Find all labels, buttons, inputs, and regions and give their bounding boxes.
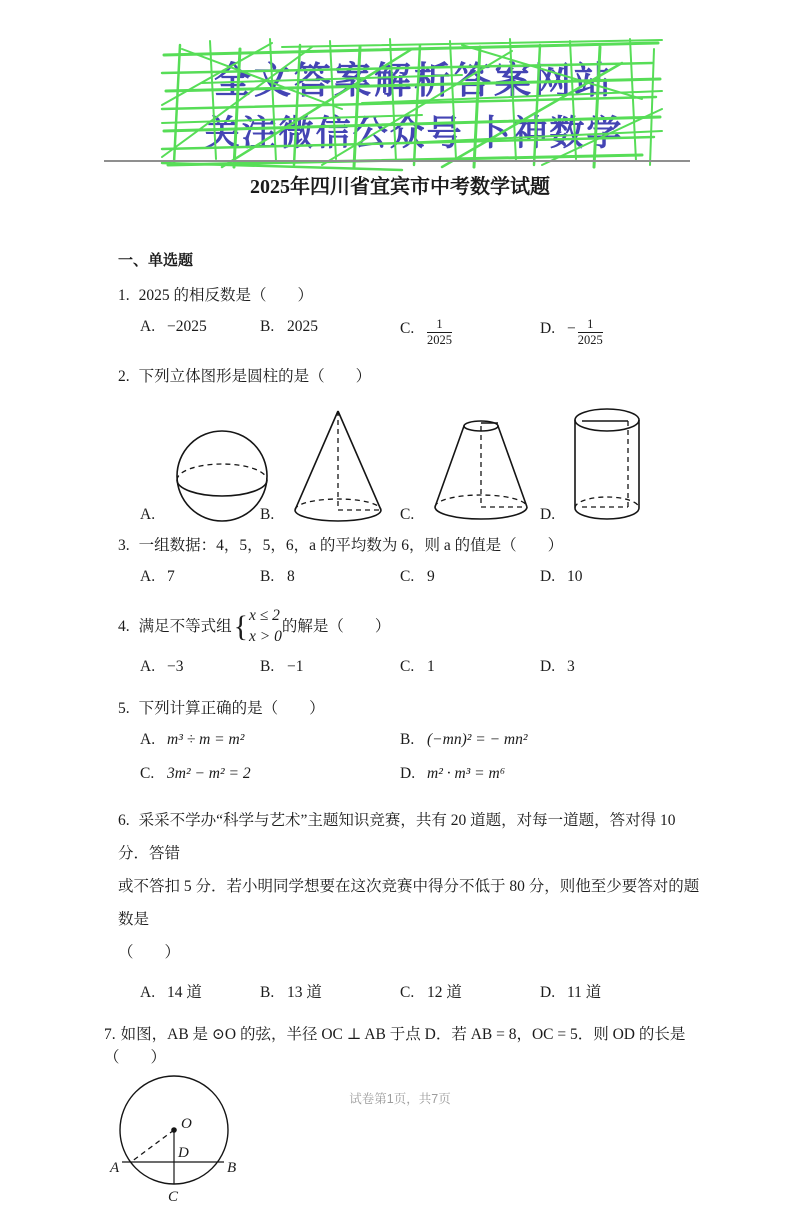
watermark-line-2: 关注微信公众号 卜神数学 [204, 114, 624, 153]
question-5-stem: 5. 下列计算正确的是（ ） [118, 700, 325, 717]
question-5-options-row-2 [118, 762, 700, 794]
exam-content [0, 249, 800, 1218]
option-b: B. −1 [260, 658, 304, 675]
option-a: A. −2025 [140, 318, 207, 335]
option-a: A. 14 道 [140, 984, 202, 1001]
option-b: B. (−mn)² = − mn² [400, 731, 528, 748]
option-c: C. 1 [400, 658, 435, 675]
cylinder-figure [572, 406, 642, 524]
question-2-figures [118, 394, 700, 524]
option-d: D. − $\frac{1}{2025}$ [540, 317, 603, 348]
question-6-line-3: （ ） [118, 944, 181, 961]
cone-figure [292, 408, 384, 524]
question-6-line-1: 6. 采采不学办“科学与艺术”主题知识竞赛，共有 20 道题，对每一道题，答对得 10 分．答错 [118, 812, 676, 862]
option-b: B. 2025 [260, 318, 318, 335]
question-6-line-2: 或不答扣 5 分．若小明同学想要在这次竞赛中得分不低于 80 分，则他至少要答对的题数是 [118, 878, 700, 928]
question-3-options [118, 565, 700, 595]
point-label-a: A [110, 1160, 120, 1176]
question-number: 2. [118, 368, 130, 385]
question-5-options-row-1 [118, 728, 700, 760]
option-c: C. 12 道 [400, 984, 462, 1001]
option-d: D. 3 [540, 658, 575, 675]
point-label-c: C [168, 1189, 179, 1205]
watermark-line-1: 全文答案解析答案网站 [214, 60, 614, 101]
question-2-stem: 2. 下列立体图形是圆柱的是（ ） [118, 368, 372, 385]
section-header: 一、单选题 [118, 252, 194, 269]
point-label-o: O [181, 1116, 192, 1132]
fraction: $\frac{1}{2025}$ [577, 317, 603, 348]
option-a: A. m³ ÷ m = m² [140, 731, 245, 748]
header-divider [104, 160, 690, 162]
figure-option-c: C. [400, 414, 530, 524]
question-1-options [118, 315, 700, 357]
question-4-stem: 4. 满足不等式组 { x ≤ 2 x > 0 的解是（ ） [118, 607, 391, 645]
page-footer: 试卷第1页，共7页 [349, 1092, 451, 1106]
point-label-d: D [178, 1145, 189, 1161]
fraction: $\frac{1}{2025}$ [427, 317, 452, 348]
figure-option-d: D. [540, 406, 642, 524]
question-number: 3. [118, 537, 130, 554]
option-d: D. 10 [540, 568, 583, 585]
question-4-options [118, 655, 700, 685]
option-d: D. 11 道 [540, 984, 602, 1001]
question-1-stem: 1. 2025 的相反数是（ ） [118, 287, 314, 304]
option-d: D. m² · m³ = m⁶ [400, 765, 506, 782]
question-number: 7. [104, 1026, 116, 1043]
option-a: A. −3 [140, 658, 184, 675]
question-3-stem: 3. 一组数据：4，5，5，6，a 的平均数为 6，则 a 的值是（ ） [118, 537, 564, 554]
figure-option-b: B. [260, 408, 384, 524]
question-number: 4. [118, 617, 130, 635]
option-b: B. 13 道 [260, 984, 322, 1001]
point-label-b: B [227, 1160, 237, 1176]
question-7-stem: 7. 如图，AB 是 ⊙O 的弦，半径 OC ⊥ AB 于点 D．若 AB = 8，OC = 5．则 OD 的长是（ ） [104, 1026, 686, 1066]
inequality-system: x ≤ 2 x > 0 [249, 607, 282, 645]
option-c: C. $\frac{1}{2025}$ [400, 317, 452, 348]
frustum-figure [432, 414, 530, 524]
question-number: 5. [118, 700, 130, 717]
green-scribble-overlay [162, 39, 666, 173]
option-c: C. 9 [400, 568, 435, 585]
figure-option-a: A. [140, 428, 272, 524]
question-number: 1. [118, 287, 130, 304]
question-6-options [118, 977, 700, 1007]
option-a: A. 7 [140, 568, 175, 585]
system-brace: { [233, 609, 249, 643]
sphere-figure [172, 428, 272, 524]
watermark-block [168, 44, 660, 170]
page-title: 2025年四川省宜宾市中考数学试题 [250, 176, 550, 198]
option-c: C. 3m² − m² = 2 [140, 765, 251, 782]
question-number: 6. [118, 812, 130, 829]
option-b: B. 8 [260, 568, 295, 585]
